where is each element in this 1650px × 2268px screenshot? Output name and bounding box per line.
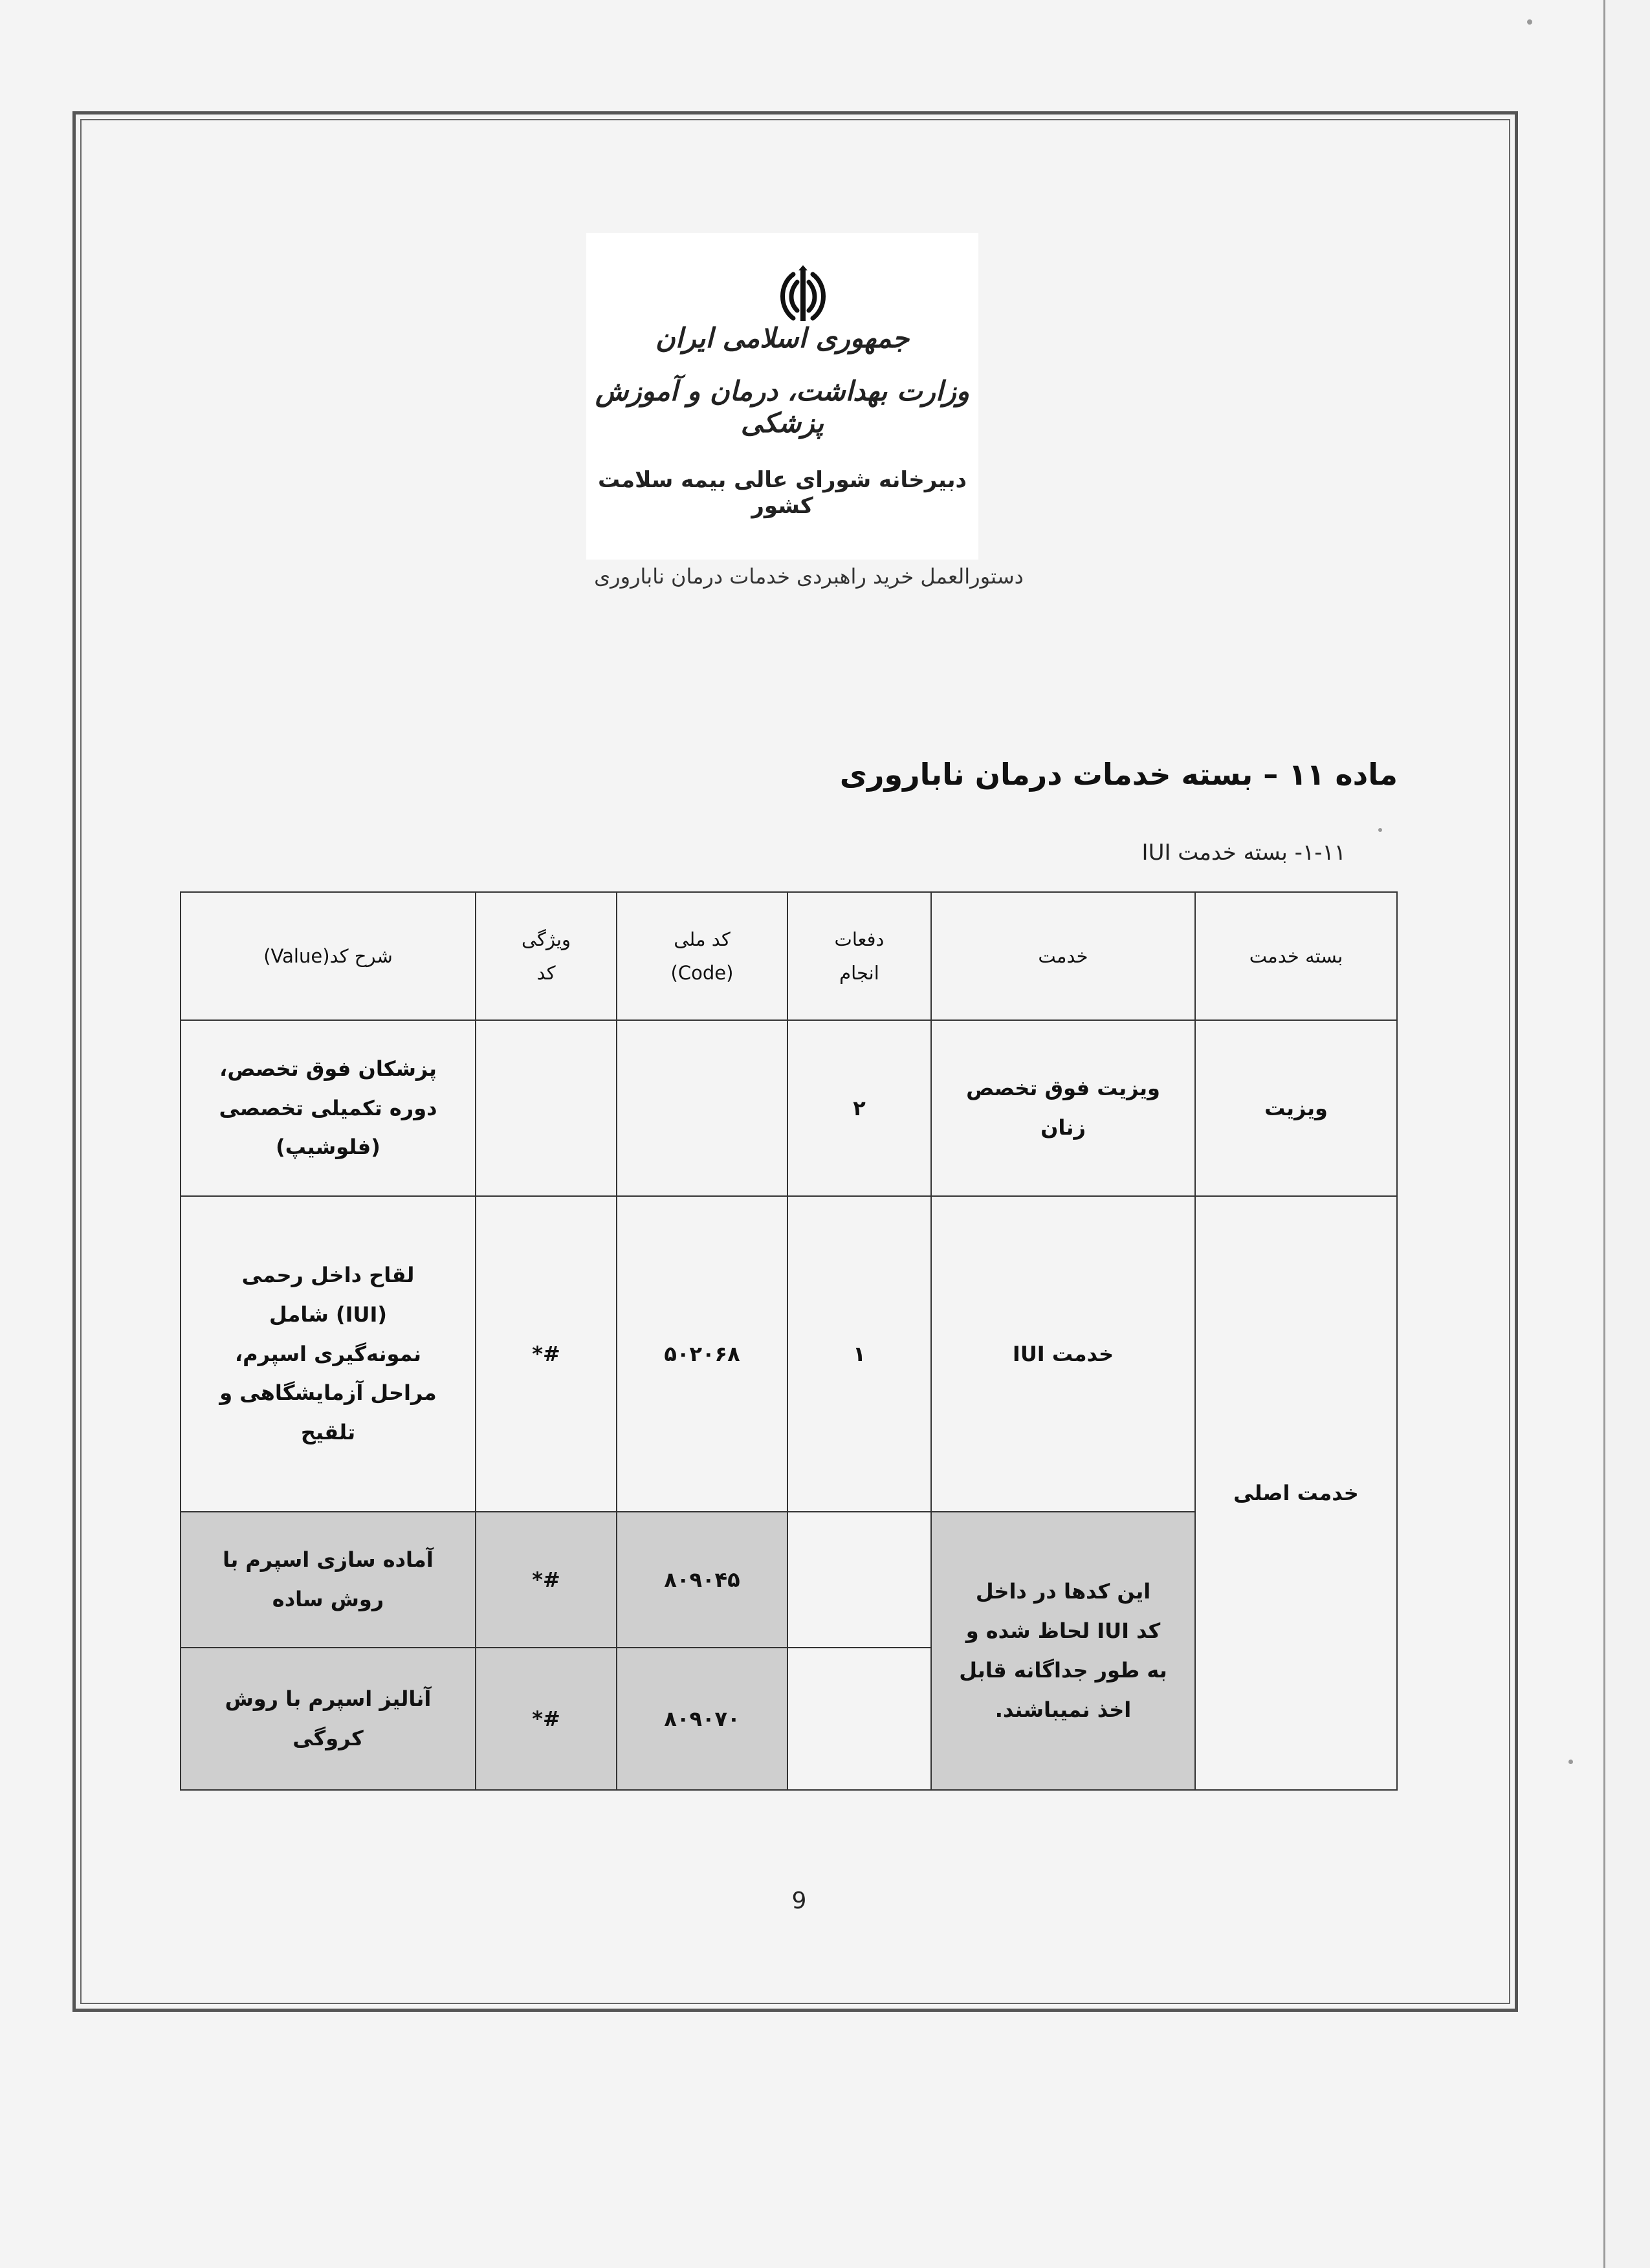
cell-line: اخذ نمیباشند.	[995, 1697, 1132, 1722]
cell-package: خدمت اصلی	[1195, 1196, 1397, 1790]
cell-line: نمونه‌گیری اسپرم،	[234, 1341, 421, 1366]
cell-count: ۱	[787, 1196, 931, 1512]
cell-value	[181, 1020, 476, 1196]
cell-line: این کدها در داخل	[975, 1579, 1151, 1604]
cell-line: روش ساده	[272, 1587, 384, 1611]
cell-value	[181, 1648, 476, 1790]
cell-code: ۸۰۹۰۴۵	[617, 1512, 787, 1648]
cell-code: ۸۰۹۰۷۰	[617, 1648, 787, 1790]
cell-value	[181, 1512, 476, 1648]
header-code-line: (Code)	[670, 962, 734, 984]
header-count-line: انجام	[839, 962, 879, 984]
cell-line: زنان	[1040, 1115, 1086, 1140]
cell-count	[787, 1512, 931, 1648]
cell-code: ۵۰۲۰۶۸	[617, 1196, 787, 1512]
cell-line: آنالیز اسپرم با روش	[225, 1686, 432, 1712]
cell-service: خدمت IUI	[931, 1196, 1195, 1512]
services-table	[180, 891, 1398, 1791]
cell-count	[787, 1648, 931, 1790]
table-header-row	[181, 892, 1397, 1020]
logo-line-ministry: وزارت بهداشت، درمان و آموزش پزشکی	[595, 375, 970, 439]
cell-code	[617, 1020, 787, 1196]
cell-package: ویزیت	[1195, 1020, 1397, 1196]
cell-line: به طور جداگانه قابل	[959, 1658, 1167, 1683]
cell-line: (فلوشیپ)	[276, 1135, 380, 1160]
header-value: شرح کد(Value)	[181, 892, 476, 1020]
cell-count: ۲	[787, 1020, 931, 1196]
header-feature-line: ویژگی	[521, 928, 571, 950]
header-code	[617, 892, 787, 1020]
cell-line: (IUI) شامل	[269, 1302, 388, 1327]
secretariat-name: دبیرخانه شورای عالی بیمه سلامت کشور	[598, 467, 967, 519]
logo-line-republic: جمهوری اسلامی ایران	[655, 322, 910, 354]
document-title: دستورالعمل خرید راهبردی خدمات درمان ناباروری	[594, 564, 1024, 589]
cell-line: آماده سازی اسپرم با	[223, 1547, 434, 1573]
emblem-of-iran-icon	[774, 265, 832, 325]
cell-feature: #*	[476, 1512, 617, 1648]
cell-line: دوره تکمیلی تخصصی	[219, 1095, 437, 1120]
page-number: 9	[791, 1888, 807, 1914]
paper-edge	[1603, 0, 1605, 2268]
header-feature	[476, 892, 617, 1020]
cell-feature	[476, 1020, 617, 1196]
cell-value	[181, 1196, 476, 1512]
header-package: بسته خدمت	[1195, 892, 1397, 1020]
header-code-line: کد ملی	[674, 928, 731, 950]
cell-line: پزشکان فوق تخصص،	[219, 1056, 437, 1081]
header-service: خدمت	[931, 892, 1195, 1020]
table-row	[181, 1196, 1397, 1512]
cell-line: کروگی	[292, 1726, 364, 1750]
cell-feature: #*	[476, 1648, 617, 1790]
cell-line: کد IUI لحاظ شده و	[965, 1619, 1161, 1644]
cell-line: ویزیت فوق تخصص	[966, 1076, 1160, 1101]
section-subheading: ۱-۱۱- بسته خدمت IUI	[1141, 840, 1346, 866]
scan-speck	[1527, 19, 1532, 25]
cell-line: لقاح داخل رحمی	[241, 1263, 415, 1287]
header-count-line: دفعات	[834, 928, 885, 950]
cell-line: مراحل آزمایشگاهی و	[219, 1380, 437, 1406]
scan-speck	[1568, 1760, 1573, 1764]
header-feature-line: کد	[536, 962, 556, 984]
table-row	[181, 1020, 1397, 1196]
cell-service	[931, 1020, 1195, 1196]
cell-line: تلقیح	[300, 1420, 356, 1445]
article-heading: ماده ۱۱ – بسته خدمات درمان ناباروری	[839, 757, 1398, 792]
header-count	[787, 892, 931, 1020]
cell-feature: #*	[476, 1196, 617, 1512]
cell-note	[931, 1512, 1195, 1790]
